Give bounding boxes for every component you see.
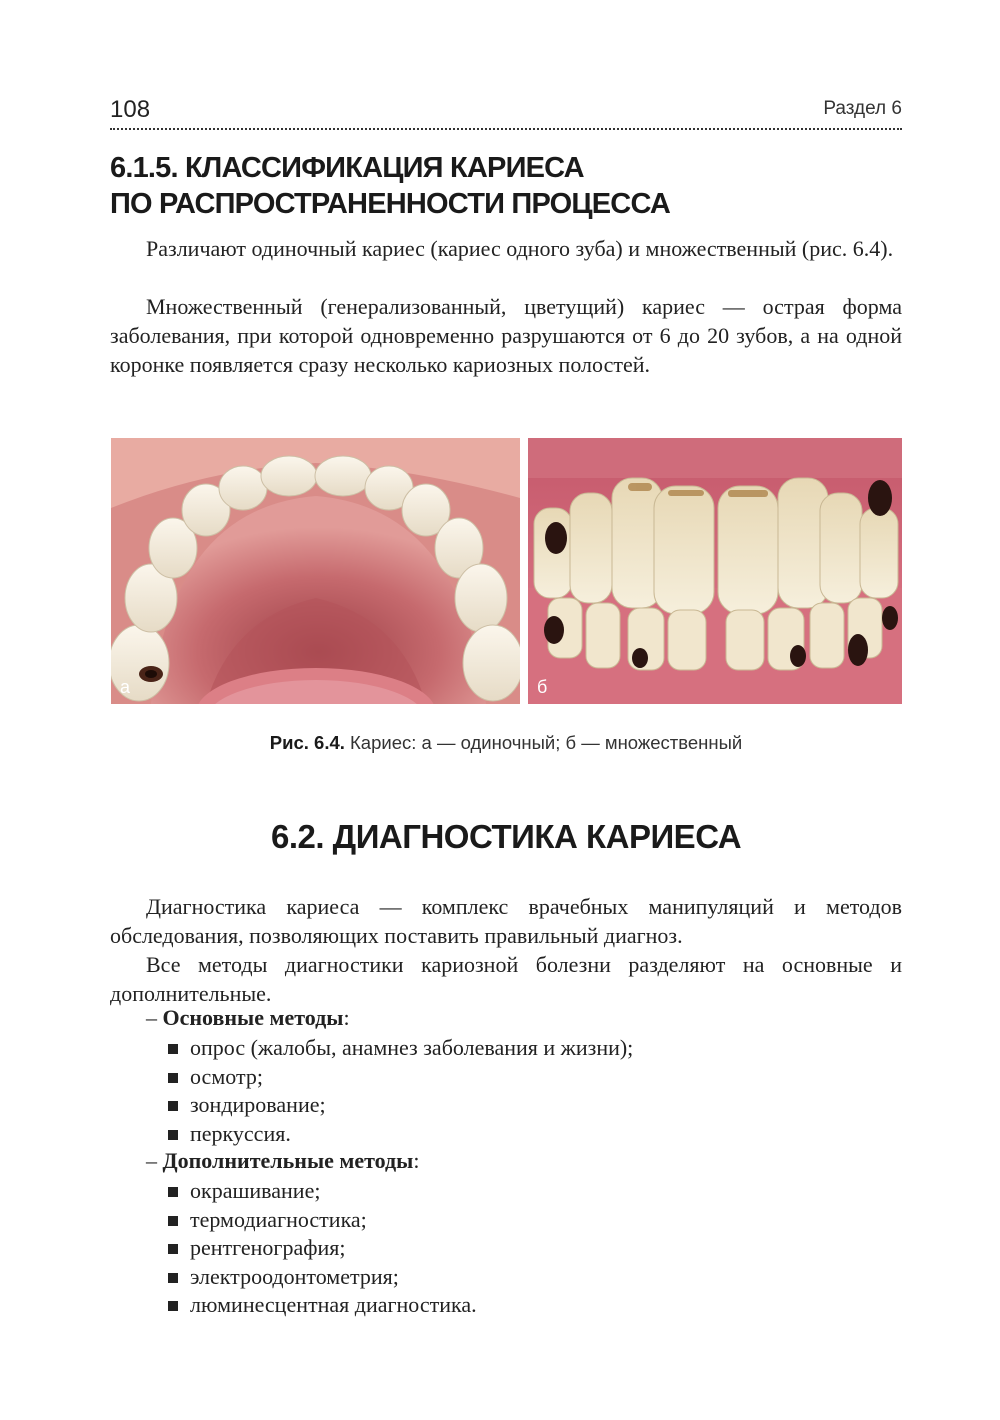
- subsection-heading-line-2: ПО РАСПРОСТРАНЕННОСТИ ПРОЦЕССА: [110, 188, 671, 220]
- figure-label-b: б: [537, 677, 548, 697]
- square-bullet-icon: [168, 1044, 178, 1054]
- extra-methods-list: [168, 1177, 477, 1320]
- square-bullet-icon: [168, 1273, 178, 1283]
- main-methods-colon: :: [343, 1005, 350, 1030]
- square-bullet-icon: [168, 1301, 178, 1311]
- square-bullet-icon: [168, 1216, 178, 1226]
- square-bullet-icon: [168, 1187, 178, 1197]
- page-number: 108: [110, 96, 151, 123]
- paragraph-multiple-caries: Множественный (генерализованный, цветущий) кариес — острая форма заболевания, при которой одновременно разрушаются от 6 до 20 зубов, а на одной коронке появляется сразу несколько кариозных полостей.: [110, 294, 902, 377]
- paragraph-single-vs-multiple: Различают одиночный кариес (кариес одного зуба) и множественный (рис. 6.4).: [146, 236, 894, 261]
- list-item-text: осмотр;: [190, 1063, 263, 1089]
- list-item: [168, 1063, 633, 1092]
- figure-photo-a-single-caries: [111, 438, 520, 704]
- figure-caption: [110, 732, 902, 754]
- list-item: [168, 1263, 477, 1292]
- list-item: [168, 1120, 633, 1149]
- running-section-title: Раздел 6: [823, 98, 902, 119]
- square-bullet-icon: [168, 1073, 178, 1083]
- square-bullet-icon: [168, 1101, 178, 1111]
- list-item-text: перкуссия.: [190, 1120, 291, 1146]
- list-item-text: зондирование;: [190, 1092, 326, 1117]
- list-item: [168, 1091, 633, 1120]
- paragraph-diagnosis-definition: Диагностика кариеса — комплекс врачебных манипуляций и методов обследования, позволяющих поставить правильный диагноз.: [110, 894, 902, 948]
- list-item: [168, 1206, 477, 1235]
- extra-methods-title: Дополнительные методы: [162, 1148, 414, 1173]
- square-bullet-icon: [168, 1130, 178, 1140]
- list-item: [168, 1234, 477, 1263]
- subsection-heading-6-1-5: [110, 150, 910, 222]
- extra-methods-dash: –: [146, 1148, 163, 1173]
- main-methods-list: [168, 1034, 633, 1148]
- paragraph-methods-intro: Все методы диагностики кариозной болезни разделяют на основные и дополнительные.: [110, 952, 902, 1006]
- figure-label-a: а: [120, 677, 131, 697]
- list-item-text: электроодонтометрия;: [190, 1263, 399, 1289]
- running-header: [110, 96, 902, 130]
- subsection-heading-line-1: 6.1.5. КЛАССИФИКАЦИЯ КАРИЕСА: [110, 152, 584, 184]
- extra-methods-heading: [146, 1148, 419, 1174]
- square-bullet-icon: [168, 1244, 178, 1254]
- section-heading-6-2: 6.2. ДИАГНОСТИКА КАРИЕСА: [270, 818, 742, 855]
- main-methods-dash: –: [146, 1005, 163, 1030]
- figure-photo-b-multiple-caries: [528, 438, 902, 704]
- list-item-text: окрашивание;: [190, 1178, 321, 1203]
- list-item-text: рентгенография;: [190, 1235, 346, 1260]
- list-item-text: термодиагностика;: [190, 1206, 367, 1232]
- main-methods-heading: [146, 1005, 350, 1031]
- list-item: [168, 1034, 633, 1063]
- photo-single-caries-illustration: [111, 438, 520, 704]
- list-item-text: опрос (жалобы, анамнез заболевания и жизни);: [190, 1035, 634, 1060]
- list-item: [168, 1291, 477, 1320]
- main-methods-title: Основные методы: [162, 1005, 344, 1030]
- figure-caption-text: Кариес: а — одиночный; б — множественный: [344, 732, 743, 753]
- photo-multiple-caries-illustration: [528, 438, 902, 704]
- list-item-text: люминесцентная диагностика.: [190, 1292, 477, 1317]
- list-item: [168, 1177, 477, 1206]
- figure-caption-number: Рис. 6.4.: [269, 732, 345, 753]
- extra-methods-colon: :: [413, 1148, 420, 1173]
